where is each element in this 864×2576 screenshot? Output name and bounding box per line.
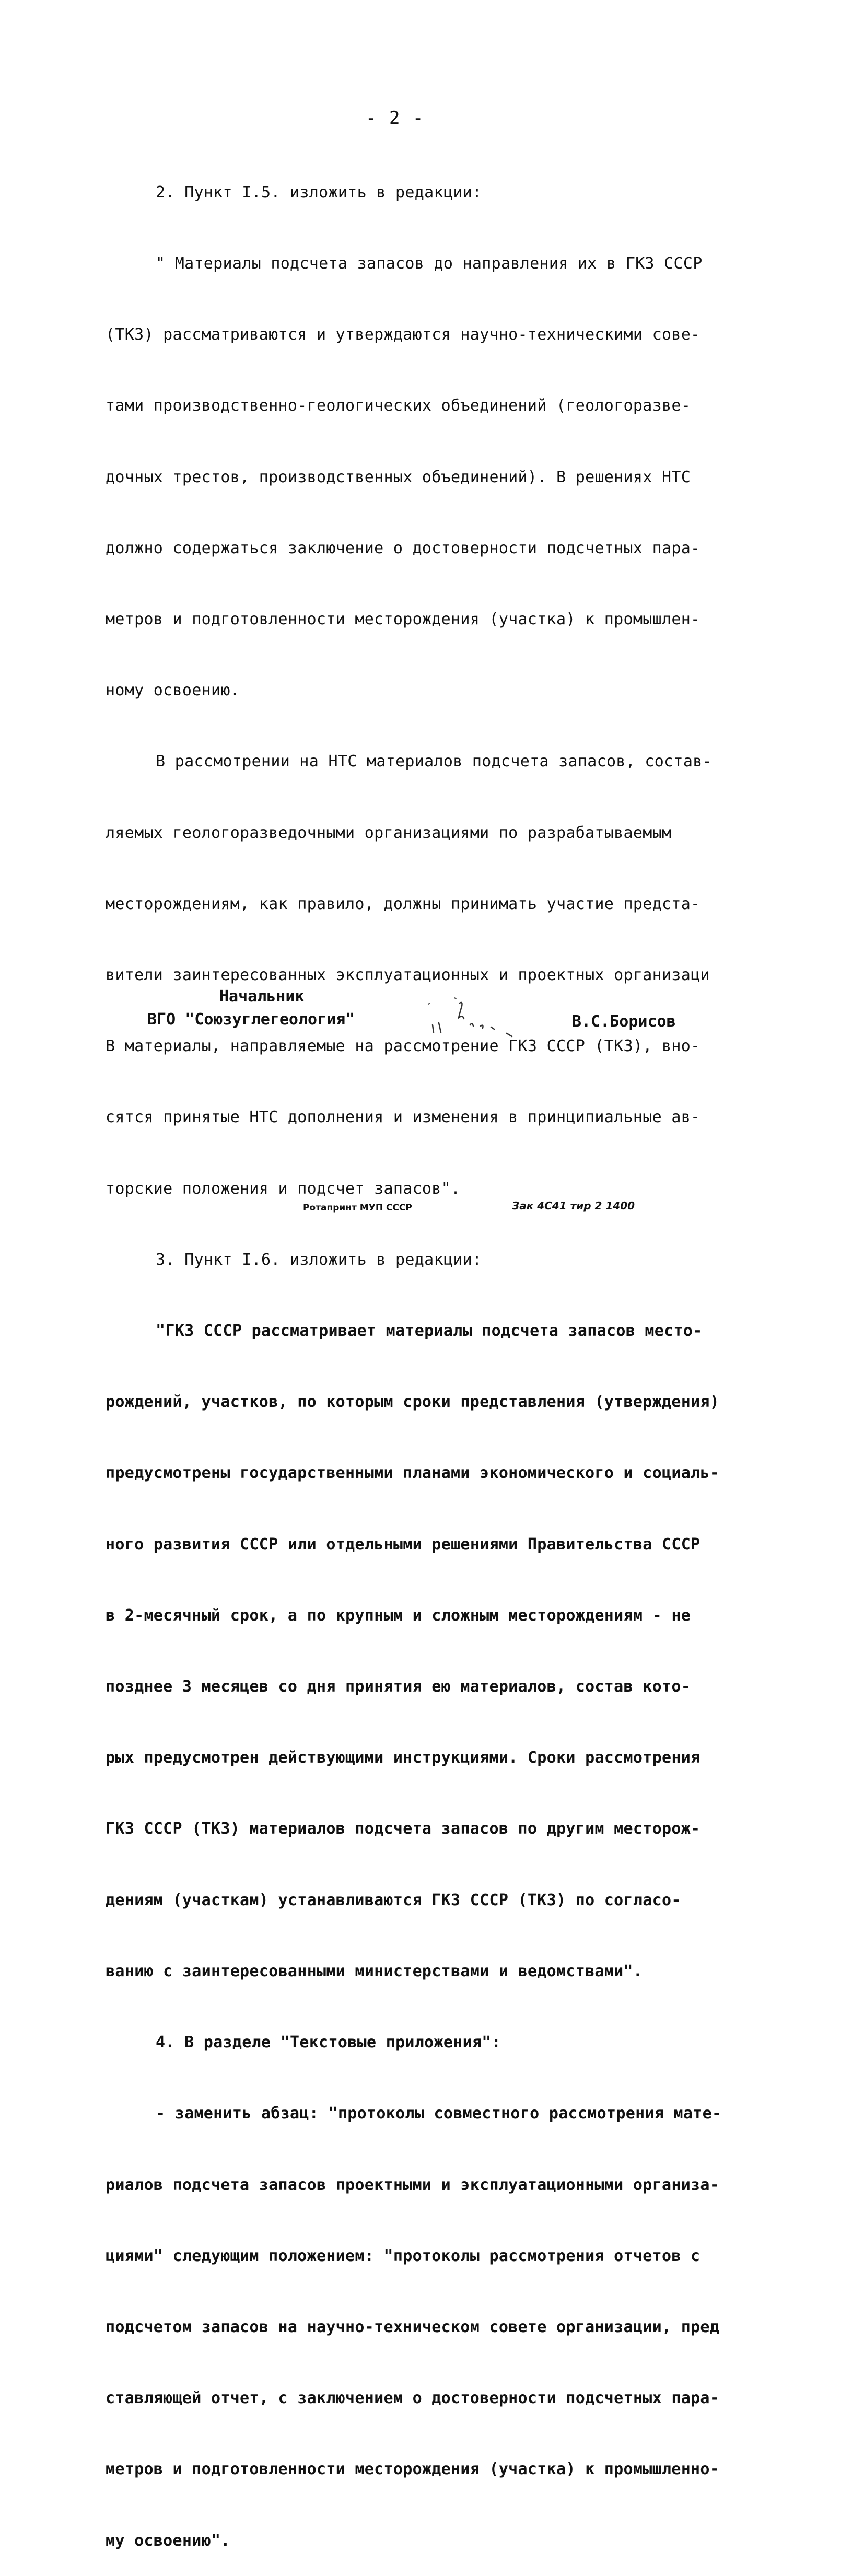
text-line: торские положения и подсчет запасов". (106, 1179, 461, 1198)
text-line: "ГКЗ СССР рассматривает материалы подсчета запасов место- (156, 1322, 703, 1341)
signatory-name: В.С.Борисов (572, 1012, 676, 1031)
handwritten-signature-icon (418, 993, 533, 1040)
text-line: циями" следующим положением: "протоколы рассмотрения отчетов с (106, 2246, 700, 2265)
signatory-title: Начальник (219, 987, 305, 1006)
text-line: - заменить абзац: "протоколы совместного рассмотрения мате- (156, 2104, 722, 2123)
text-line: ванию с заинтересованными министерствами и ведомствами". (106, 1962, 643, 1980)
text-line: в 2-месячный срок, а по крупным и сложным месторождениям - не (106, 1606, 691, 1625)
text-line: дочных трестов, производственных объединений). В решениях НТС (106, 468, 691, 486)
text-line: дениям (участкам) устанавливаются ГКЗ СССР (ТКЗ) по согласо- (106, 1891, 681, 1909)
text-line: ного развития СССР или отдельными решениями Правительства СССР (106, 1535, 700, 1554)
text-line: риалов подсчета запасов проектными и эксплуатационными организа- (106, 2175, 720, 2194)
text-line: метров и подготовленности месторождения (участка) к промышленно- (106, 2460, 720, 2479)
text-line: сятся принятые НТС дополнения и изменения в принципиальные ав- (106, 1108, 700, 1127)
signatory-organization: ВГО "Союзуглегеология" (147, 1010, 355, 1029)
text-line: ному освоению. (106, 681, 240, 700)
text-line: 4. В разделе "Текстовые приложения": (156, 2033, 501, 2052)
text-line: метров и подготовленности месторождения (участка) к промышлен- (106, 610, 700, 629)
text-line: ляемых геологоразведочными организациями по разрабатываемым (106, 823, 672, 842)
print-footer (303, 1199, 700, 1220)
text-line: 3. Пункт I.6. изложить в редакции: (156, 1250, 482, 1269)
text-line: рождений, участков, по которым сроки представления (утверждения) (106, 1393, 720, 1412)
page-number: - 2 - (366, 108, 425, 129)
order-number: Зак 4С41 тир 2 1400 (512, 1199, 635, 1212)
printer-imprint: Ротапринт МУП СССР (303, 1203, 412, 1213)
text-line: ставляющей отчет, с заключением о достоверности подсчетных пара- (106, 2389, 720, 2408)
text-line: (ТКЗ) рассматриваются и утверждаются научно-техническими сове- (106, 325, 700, 344)
text-line: В материалы, направляемые на рассмотрение ГКЗ СССР (ТКЗ), вно- (106, 1037, 700, 1056)
text-line: должно содержаться заключение о достоверности подсчетных пара- (106, 539, 700, 557)
text-line: вители заинтересованных эксплуатационных и проектных организаци (106, 966, 710, 985)
text-line: 2. Пункт I.5. изложить в редакции: (156, 183, 482, 202)
signature-block (136, 987, 710, 1050)
text-line: подсчетом запасов на научно-техническом совете организации, пред (106, 2317, 720, 2336)
text-line: предусмотрены государственными планами экономического и социаль- (106, 1464, 720, 1483)
text-line: месторождениям, как правило, должны принимать участие предста- (106, 894, 700, 913)
text-line: " Материалы подсчета запасов до направления их в ГКЗ СССР (156, 254, 703, 273)
document-body (106, 133, 779, 2576)
text-line: рых предусмотрен действующими инструкциями. Сроки рассмотрения (106, 1749, 700, 1767)
text-line: му освоению". (106, 2531, 230, 2550)
text-line: тами производственно-геологических объединений (геологоразве- (106, 397, 691, 415)
text-line: ГКЗ СССР (ТКЗ) материалов подсчета запасов по другим месторож- (106, 1820, 700, 1838)
text-line: В рассмотрении на НТС материалов подсчета запасов, состав- (156, 752, 712, 771)
text-line: позднее 3 месяцев со дня принятия ею материалов, состав кото- (106, 1677, 691, 1696)
